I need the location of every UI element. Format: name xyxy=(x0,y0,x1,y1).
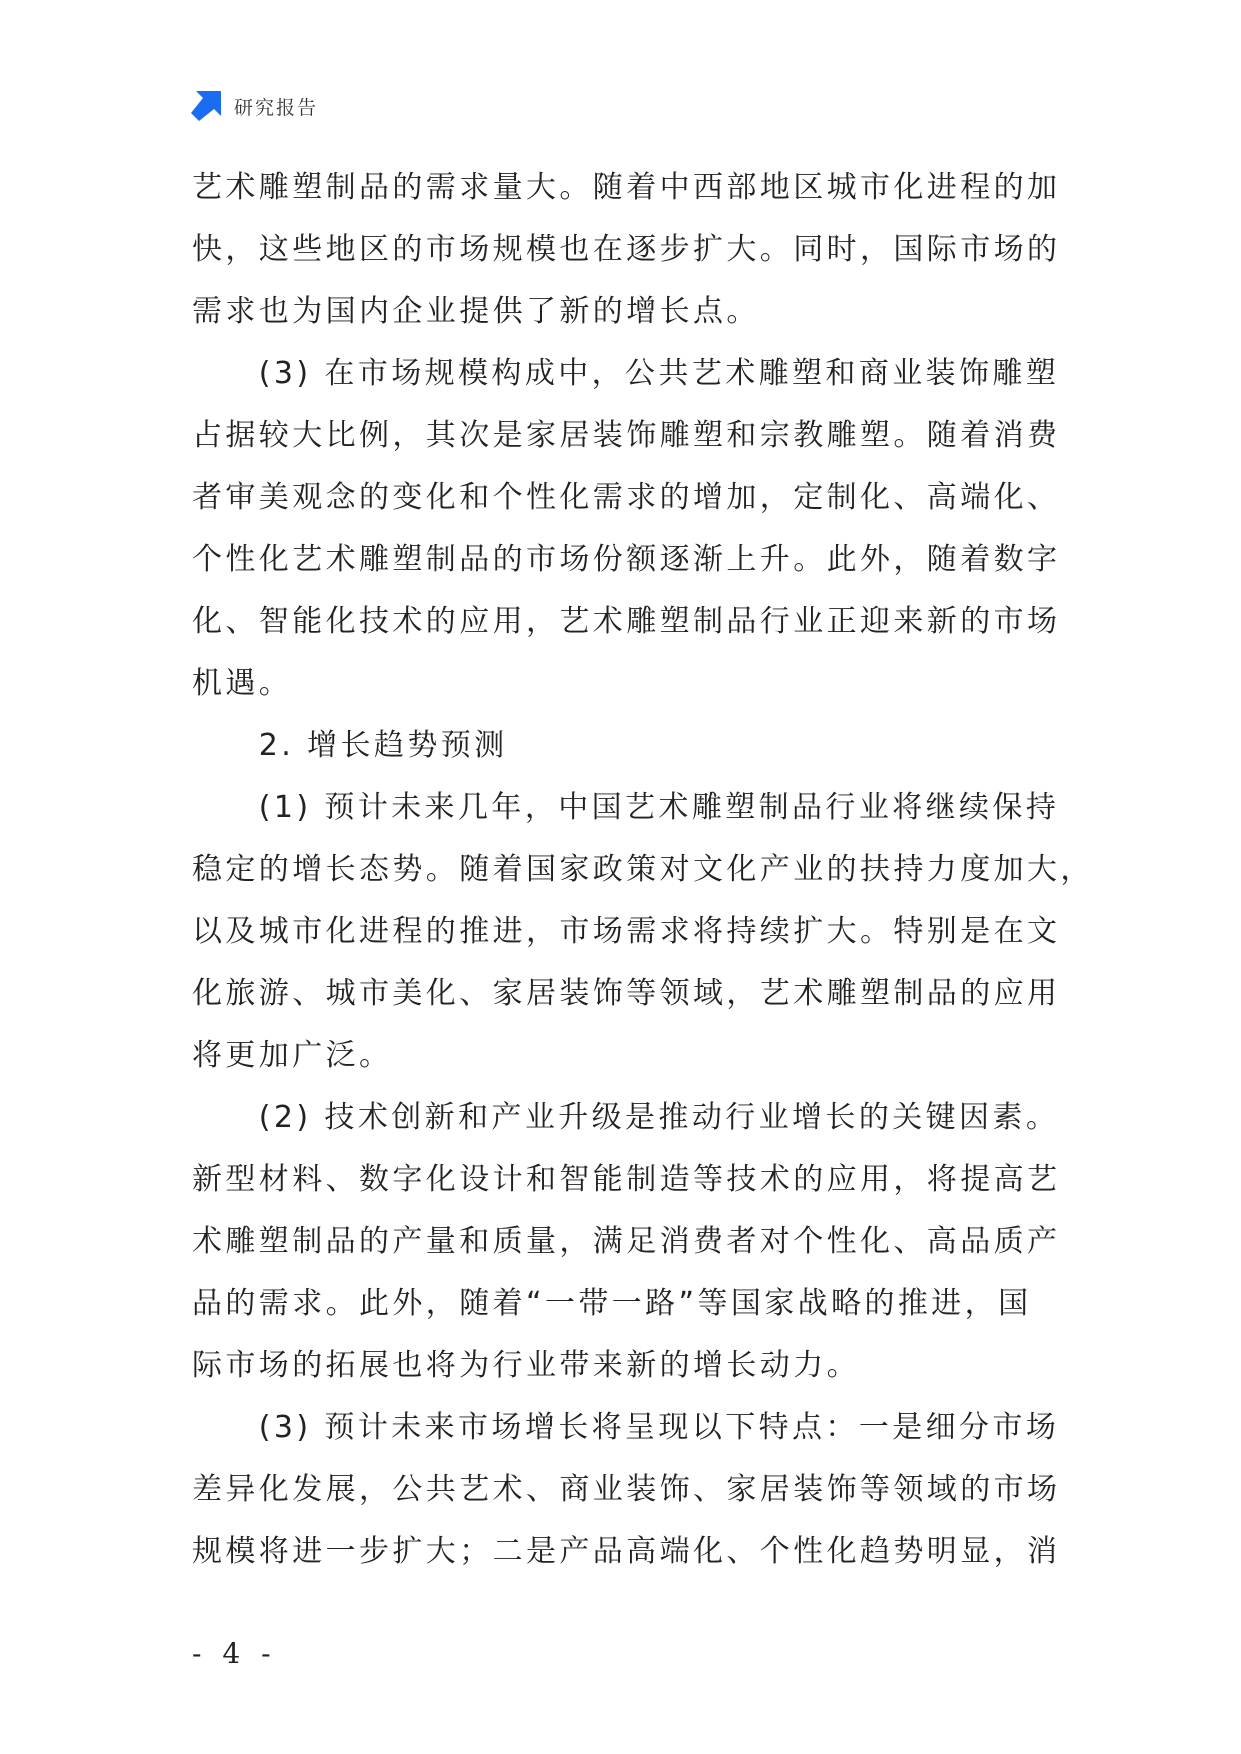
text-line: 化、智能化技术的应用，艺术雕塑制品行业正迎来新的市场 xyxy=(192,604,1061,639)
section-heading: 2. 增长趋势预测 xyxy=(192,728,508,763)
text-line: 占据较大比例，其次是家居装饰雕塑和宗教雕塑。随着消费 xyxy=(192,418,1061,453)
text-line: 快，这些地区的市场规模也在逐步扩大。同时，国际市场的 xyxy=(192,232,1061,267)
text-line: 规模将进一步扩大；二是产品高端化、个性化趋势明显，消 xyxy=(192,1534,1061,1569)
text-line: 艺术雕塑制品的需求量大。随着中西部地区城市化进程的加 xyxy=(192,170,1061,205)
text-line: 需求也为国内企业提供了新的增长点。 xyxy=(192,294,760,329)
report-header xyxy=(190,88,318,124)
text-line: 新型材料、数字化设计和智能制造等技术的应用，将提高艺 xyxy=(192,1162,1061,1197)
header-title: 研究报告 xyxy=(234,96,319,119)
text-line: (2) 技术创新和产业升级是推动行业增长的关键因素。 xyxy=(192,1100,1060,1135)
text-line: 际市场的拓展也将为行业带来新的增长动力。 xyxy=(192,1348,860,1383)
text-line: 以及城市化进程的推进，市场需求将持续扩大。特别是在文 xyxy=(192,914,1061,949)
text-line: (1) 预计未来几年，中国艺术雕塑制品行业将继续保持 xyxy=(192,790,1060,825)
text-line: (3) 在市场规模构成中，公共艺术雕塑和商业装饰雕塑 xyxy=(192,356,1060,391)
document-body xyxy=(192,157,1094,1583)
text-line: (3) 预计未来市场增长将呈现以下特点：一是细分市场 xyxy=(192,1410,1060,1445)
text-line: 机遇。 xyxy=(192,666,293,701)
text-line: 品的需求。此外，随着“一带一路”等国家战略的推进，国 xyxy=(192,1286,1032,1321)
page-number: - 4 - xyxy=(192,1637,277,1670)
text-line: 化旅游、城市美化、家居装饰等领域，艺术雕塑制品的应用 xyxy=(192,976,1061,1011)
text-line: 稳定的增长态势。随着国家政策对文化产业的扶持力度加大， xyxy=(192,852,1094,887)
arrow-up-right-icon xyxy=(190,90,222,122)
text-line: 将更加广泛。 xyxy=(192,1038,393,1073)
text-line: 者审美观念的变化和个性化需求的增加，定制化、高端化、 xyxy=(192,480,1061,515)
text-line: 术雕塑制品的产量和质量，满足消费者对个性化、高品质产 xyxy=(192,1224,1061,1259)
text-line: 差异化发展，公共艺术、商业装饰、家居装饰等领域的市场 xyxy=(192,1472,1061,1507)
text-line: 个性化艺术雕塑制品的市场份额逐渐上升。此外，随着数字 xyxy=(192,542,1061,577)
